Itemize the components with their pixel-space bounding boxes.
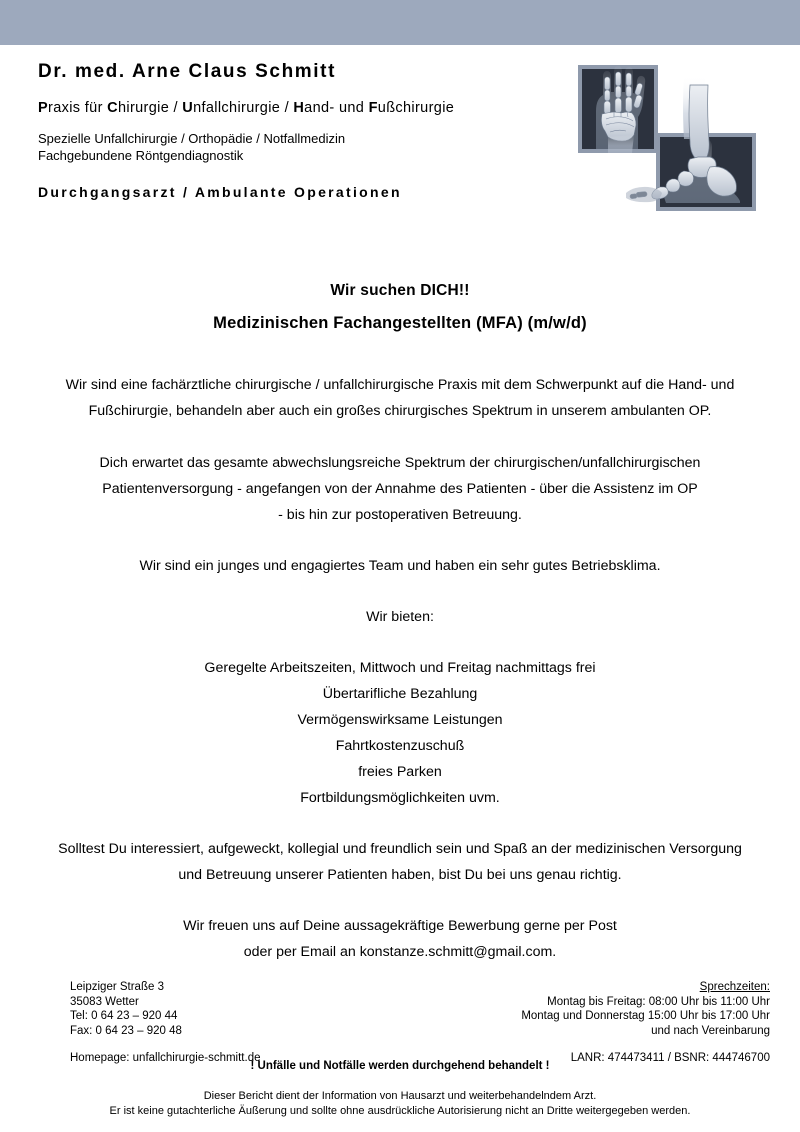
spacer — [0, 579, 800, 604]
spacer — [0, 811, 800, 836]
job-headline-position: Medizinischen Fachangestellten (MFA) (m/w/d) — [213, 314, 587, 332]
office-hours-line-2: Montag und Donnerstag 15:00 Uhr bis 17:00 Uhr — [521, 1010, 770, 1022]
letterhead — [0, 45, 800, 230]
practice-cap-2: U — [182, 100, 194, 116]
specialty-line-1: Spezielle Unfallchirurgie / Orthopädie / Notfallmedizin — [38, 131, 346, 146]
paragraph-tasks-line-2: Patientenversorgung - angefangen von der Annahme des Patienten - über die Assistenz im OP — [102, 481, 698, 497]
doctor-name: Dr. med. Arne Claus Schmitt — [38, 61, 337, 82]
practice-rest-0: raxis für — [48, 100, 108, 116]
practice-rest-4: ußchirurgie — [377, 100, 455, 116]
paragraph-profile — [0, 836, 800, 888]
practice-cap-4: F — [368, 100, 378, 116]
office-hours-title: Sprechzeiten: — [699, 981, 770, 993]
letterhead-text-block — [38, 45, 558, 200]
emergency-note: ! Unfälle und Notfälle werden durchgehend behandelt ! — [250, 1060, 550, 1072]
legal-note — [0, 1089, 800, 1119]
office-hours-title-row — [521, 980, 770, 995]
office-hours-line-3: und nach Vereinbarung — [651, 1024, 770, 1037]
paragraph-team-line-1: Wir sind ein junges und engagiertes Team und haben ein sehr gutes Betriebsklima. — [139, 558, 661, 574]
spacer — [0, 630, 800, 655]
disclaimer-block — [0, 1060, 800, 1119]
practice-cap-0: P — [38, 100, 49, 116]
footer-hours-block — [521, 980, 770, 1066]
practice-cap-1: C — [107, 100, 118, 116]
paragraph-tasks-line-1: Dich erwartet das gesamte abwechslungsreiche Spektrum der chirurgischen/unfallchirurgischen — [99, 455, 701, 471]
paragraph-intro-line-1: Wir sind eine fachärztliche chirurgische / unfallchirurgische Praxis mit dem Schwerpunkt auf die Hand- und — [65, 377, 735, 393]
spacer — [0, 888, 800, 913]
job-body-copy — [0, 372, 800, 965]
paragraph-tasks — [0, 450, 800, 528]
offer-item: freies Parken — [358, 764, 442, 780]
office-hours-line-1: Montag bis Freitag: 08:00 Uhr bis 11:00 Uhr — [547, 995, 770, 1008]
spacer — [0, 424, 800, 450]
practice-rest-1: hirurgie / — [117, 100, 183, 116]
paragraph-intro-line-2: Fußchirurgie, behandeln aber auch ein großes chirurgisches Spektrum in unserem ambulanten OP. — [88, 403, 712, 419]
job-headline-block — [0, 282, 800, 333]
paragraph-apply-email: oder per Email an konstanze.schmitt@gmail.com. — [243, 944, 557, 960]
paragraph-intro — [0, 372, 800, 424]
address-street: Leipziger Straße 3 — [70, 981, 164, 993]
practice-rest-3: and- und — [304, 100, 369, 116]
xray-hand-panel — [578, 65, 658, 153]
paragraph-apply-line-1: Wir freuen uns auf Deine aussagekräftige Bewerbung gerne per Post — [183, 918, 617, 934]
paragraph-team — [0, 553, 800, 579]
homepage-link[interactable]: Homepage: unfallchirurgie-schmitt.de — [70, 1052, 261, 1064]
offer-intro — [0, 604, 800, 630]
offer-intro-label: Wir bieten: — [366, 609, 434, 625]
spacer — [0, 528, 800, 553]
paragraph-profile-line-1: Solltest Du interessiert, aufgeweckt, kollegial und freundlich sein und Spaß an der medizinischen Versorgung — [58, 841, 742, 857]
practice-specialties-line — [38, 100, 558, 116]
specialties-block — [38, 130, 558, 164]
specialty-line-2: Fachgebundene Röntgendiagnostik — [38, 148, 244, 163]
legal-note-line-1: Dieser Bericht dient der Information von Hausarzt und weiterbehandelndem Arzt. — [203, 1090, 597, 1102]
practice-cap-3: H — [293, 100, 305, 116]
address-city: 35083 Wetter — [70, 995, 139, 1008]
xray-logo-icon — [572, 55, 762, 220]
top-banner — [0, 0, 800, 45]
offer-item: Vermögenswirksame Leistungen — [297, 712, 503, 728]
offer-item: Übertarifliche Bezahlung — [322, 686, 478, 702]
legal-note-line-2: Er ist keine gutachterliche Äußerung und sollte ohne ausdrückliche Autorisierung nicht an Dritte weitergegeben werden. — [109, 1105, 691, 1117]
offer-item: Fortbildungsmöglichkeiten uvm. — [300, 790, 500, 806]
fax-number: Fax: 0 64 23 – 920 48 — [70, 1024, 182, 1037]
paragraph-profile-line-2: und Betreuung unserer Patienten haben, bist Du bei uns genau richtig. — [178, 867, 622, 883]
duty-line: Durchgangsarzt / Ambulante Operationen — [38, 184, 402, 200]
lanr-bsnr: LANR: 474473411 / BSNR: 444746700 — [570, 1052, 770, 1064]
phone-number: Tel: 0 64 23 – 920 44 — [70, 1010, 178, 1022]
offer-item: Geregelte Arbeitszeiten, Mittwoch und Freitag nachmittags frei — [204, 660, 596, 676]
paragraph-tasks-line-3: - bis hin zur postoperativen Betreuung. — [278, 507, 522, 523]
footer-contact-block — [70, 980, 260, 1066]
paragraph-apply — [0, 913, 800, 965]
footer — [0, 975, 800, 1070]
job-headline-primary: Wir suchen DICH!! — [330, 282, 470, 299]
offer-item: Fahrtkostenzuschuß — [335, 738, 465, 754]
practice-rest-2: nfallchirurgie / — [193, 100, 294, 116]
offer-list — [0, 655, 800, 811]
